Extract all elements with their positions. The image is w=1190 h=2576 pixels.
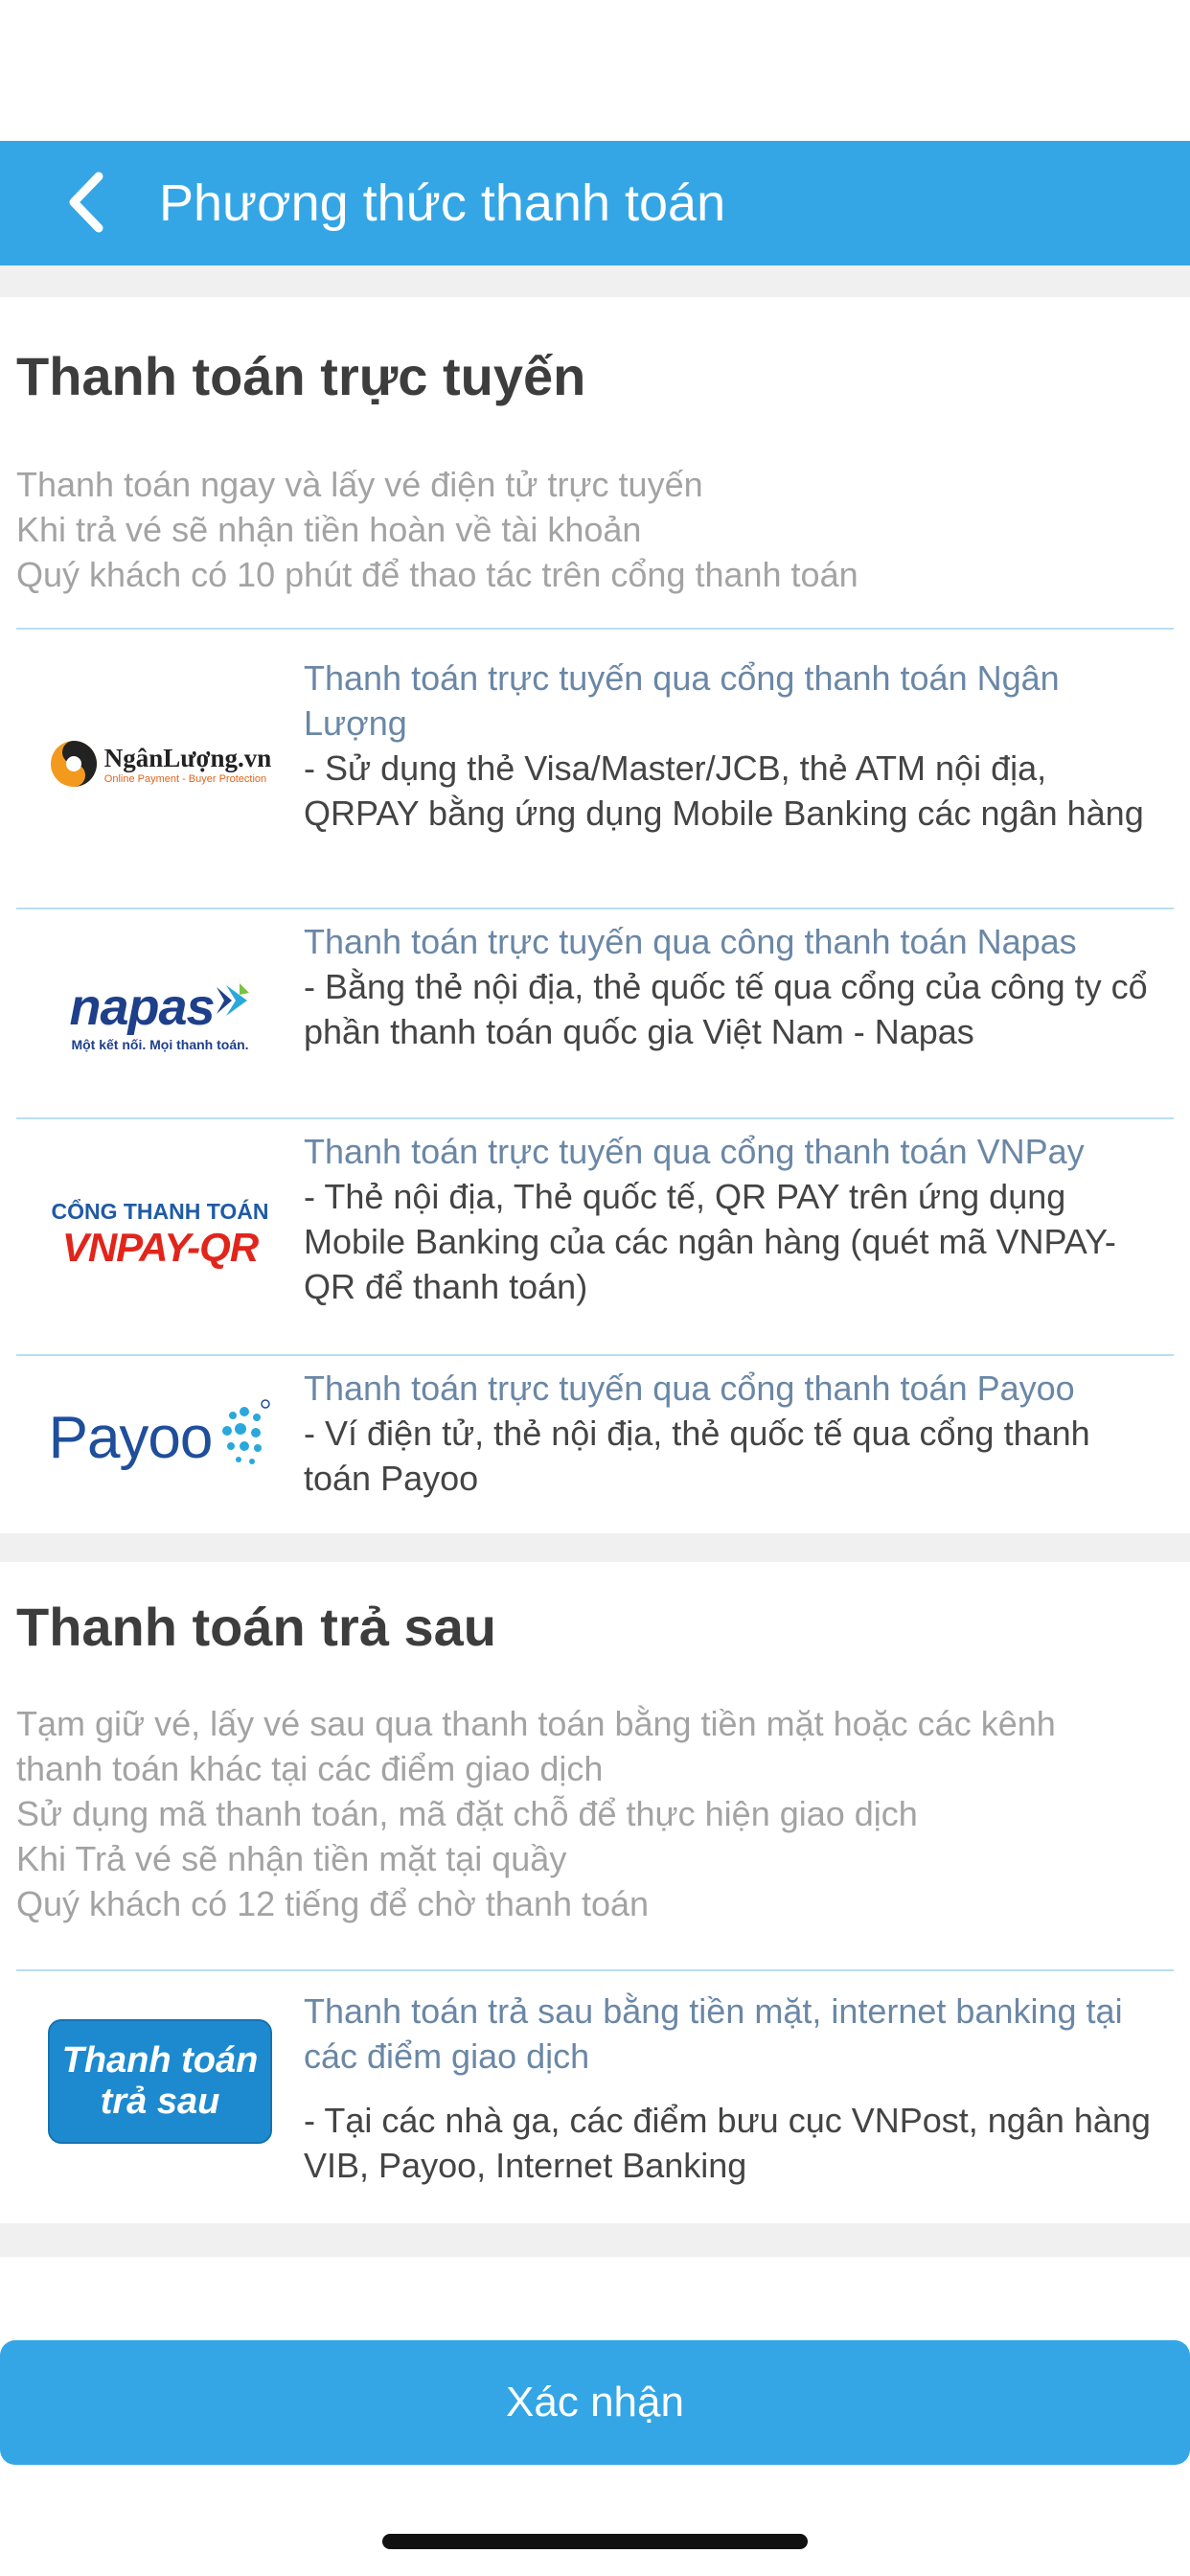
method-desc: - Bằng thẻ nội địa, thẻ quốc tế qua cổng của công ty cổ phần thanh toán quốc gia Việt Nam - Napas (304, 967, 1148, 1051)
online-payment-section (0, 297, 1190, 1533)
method-pay-later[interactable] (16, 1971, 1174, 2223)
method-title: Thanh toán trực tuyến qua cổng thanh toán VNPay (304, 1132, 1085, 1171)
vnpay-logo-subtext: CỔNG THANH TOÁN (51, 1198, 269, 1224)
payoo-logo (45, 1385, 275, 1490)
section-desc-line: Quý khách có 10 phút để thao tác trên cổng thanh toán (16, 555, 858, 594)
payoo-logo-text: Payoo (48, 1404, 213, 1471)
vnpay-logo (45, 1186, 275, 1282)
nganluong-logo-text: NgânLượng.vn (103, 743, 272, 772)
nganluong-logo (45, 706, 275, 821)
section-desc-line: Khi trả vé sẽ nhận tiền hoàn về tài khoản (16, 510, 642, 549)
method-napas[interactable] (16, 909, 1174, 1117)
status-bar (0, 0, 1190, 141)
napas-star-icon (213, 981, 251, 1020)
nav-bar (0, 141, 1190, 265)
method-desc: - Tại các nhà ga, các điểm bưu cục VNPost, ngân hàng VIB, Payoo, Internet Banking (304, 2101, 1151, 2185)
vnpay-logo-text: VNPAY-QR (61, 1224, 259, 1270)
method-title: Thanh toán trả sau bằng tiền mặt, internet banking tại các điểm giao dịch (304, 1991, 1123, 2076)
section-desc-line: thanh toán khác tại các điểm giao dịch (16, 1749, 604, 1788)
method-title: Thanh toán trực tuyến qua công thanh toán Napas (304, 922, 1077, 961)
section-desc-line: Tạm giữ vé, lấy vé sau qua thanh toán bằng tiền mặt hoặc các kênh (16, 1704, 1056, 1743)
payoo-dots-icon (214, 1394, 271, 1481)
page-title: Phương thức thanh toán (159, 174, 726, 232)
pay-later-logo (48, 2019, 272, 2144)
pay-later-logo-line2: trả sau (100, 2082, 220, 2122)
method-desc: - Sử dụng thẻ Visa/Master/JCB, thẻ ATM nội địa, QRPAY bằng ứng dụng Mobile Banking các ngân hàng (304, 748, 1144, 833)
nganluong-logo-subtext: Online Payment - Buyer Protection (103, 772, 267, 785)
section-title-later: Thanh toán trả sau (16, 1597, 496, 1657)
method-desc: - Ví điện tử, thẻ nội địa, thẻ quốc tế qua cổng thanh toán Payoo (304, 1414, 1090, 1498)
section-desc-line: Thanh toán ngay và lấy vé điện tử trực tuyến (16, 465, 703, 504)
pay-later-section (0, 1562, 1190, 2223)
nganluong-logo-icon (49, 739, 99, 789)
chevron-left-icon (62, 169, 110, 236)
method-title: Thanh toán trực tuyến qua cổng thanh toán Payoo (304, 1368, 1075, 1408)
section-desc-line: Khi Trả vé sẽ nhận tiền mặt tại quầy (16, 1839, 567, 1878)
method-payoo[interactable] (16, 1356, 1174, 1533)
napas-logo (45, 967, 275, 1063)
pay-later-logo-line1: Thanh toán (61, 2040, 259, 2081)
section-title-online: Thanh toán trực tuyến (16, 346, 586, 406)
napas-logo-subtext: Một kết nối. Mọi thanh toán. (71, 1037, 249, 1052)
section-desc-line: Quý khách có 12 tiếng để chờ thanh toán (16, 1884, 650, 1923)
method-title: Thanh toán trực tuyến qua cổng thanh toán Ngân Lượng (304, 658, 1060, 743)
section-desc-line: Sử dụng mã thanh toán, mã đặt chỗ để thực hiện giao dịch (16, 1794, 918, 1833)
back-button[interactable] (48, 164, 125, 241)
method-desc: - Thẻ nội địa, Thẻ quốc tế, QR PAY trên ứng dụng Mobile Banking của các ngân hàng (quét mã VNPAY-QR để thanh toán) (304, 1177, 1116, 1306)
method-nganluong[interactable] (16, 630, 1174, 908)
home-indicator (382, 2534, 808, 2549)
confirm-button[interactable]: Xác nhận (0, 2340, 1190, 2465)
content-area (0, 265, 1190, 2257)
napas-logo-text: napas (69, 978, 215, 1036)
method-vnpay[interactable] (16, 1119, 1174, 1354)
